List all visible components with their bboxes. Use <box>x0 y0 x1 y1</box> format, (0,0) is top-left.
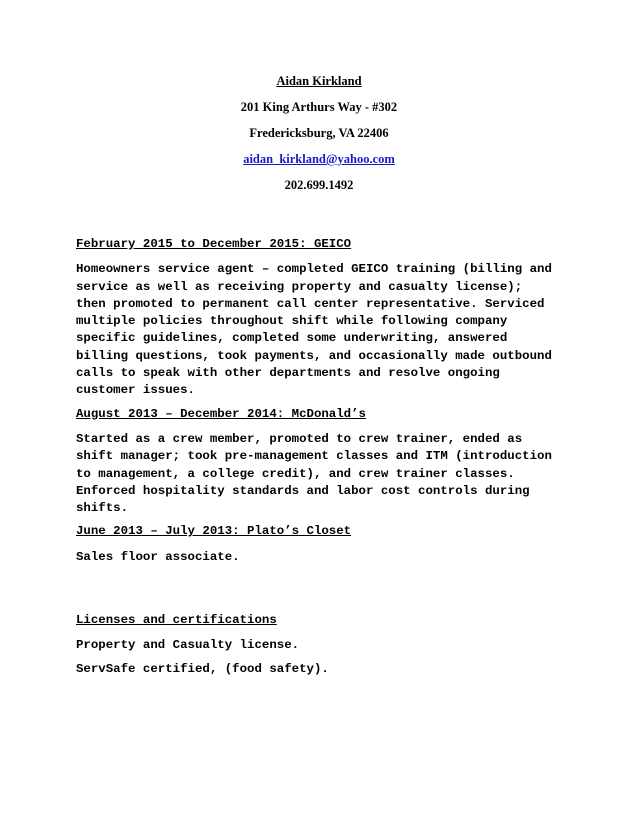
description-line: then promoted to permanent call center representative. Serviced <box>76 296 545 311</box>
description-line: shift manager; took pre-management classes and ITM (introduction <box>76 449 552 464</box>
name: Aidan Kirkland <box>276 74 362 88</box>
resume-body <box>76 236 576 684</box>
description-line: service as well as receiving property and casualty license); <box>76 279 523 294</box>
description-line: customer issues. <box>76 383 195 398</box>
description-line: shifts. <box>76 501 129 516</box>
description-line: billing questions, took payments, and occasionally made outbound <box>76 348 552 363</box>
description-line: calls to speak with other departments and resolve ongoing <box>76 366 500 381</box>
job-heading-geico: February 2015 to December 2015: GEICO <box>76 237 352 251</box>
job-heading-platos-closet: June 2013 – July 2013: Plato’s Closet <box>76 524 352 539</box>
description-line: Enforced hospitality standards and labor cost controls during <box>76 483 530 498</box>
description-line: multiple policies throughout shift while following company <box>76 314 508 329</box>
description-line: Started as a crew member, promoted to crew trainer, ended as <box>76 431 523 446</box>
description-line: Homeowners service agent – completed GEICO training (billing and <box>76 262 552 277</box>
license-item: ServSafe certified, (food safety). <box>76 661 329 676</box>
license-item: Property and Casualty license. <box>76 638 300 653</box>
job-heading-mcdonalds: August 2013 – December 2014: McDonald’s <box>76 406 366 421</box>
contact-header <box>0 73 638 203</box>
job-description-geico <box>76 261 576 399</box>
description-line: Sales floor associate. <box>76 549 240 564</box>
phone: 202.699.1492 <box>284 178 354 192</box>
description-line: specific guidelines, completed some underwriting, answered <box>76 331 508 346</box>
address-line-2: Fredericksburg, VA 22406 <box>249 126 389 140</box>
job-description-mcdonalds <box>76 431 576 517</box>
email-link[interactable]: aidan_kirkland@yahoo.com <box>243 152 395 166</box>
address-line-1: 201 King Arthurs Way - #302 <box>240 100 398 114</box>
job-description-platos-closet <box>76 549 576 566</box>
description-line: to management, a college credit), and crew trainer classes. <box>76 466 515 481</box>
licenses-heading: Licenses and certifications <box>76 613 277 628</box>
